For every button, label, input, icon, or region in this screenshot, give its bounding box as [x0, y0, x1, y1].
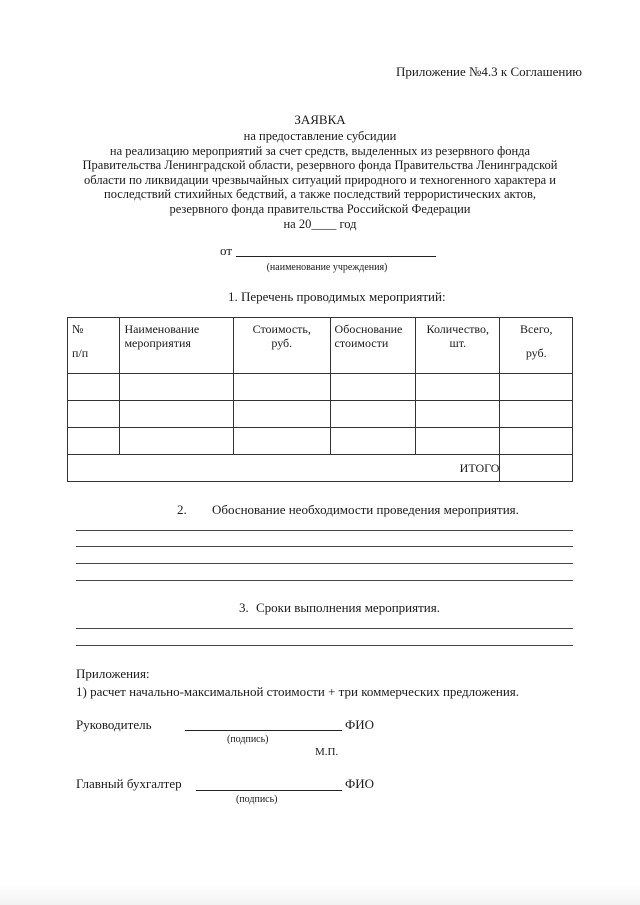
table-cell[interactable]	[416, 428, 500, 455]
section-1-heading: 1. Перечень проводимых мероприятий:	[228, 289, 446, 304]
subtitle-line: на реализацию мероприятий за счет средств, выделенных из резервного фонда	[109, 143, 531, 158]
subtitle-line: на предоставление субсидии	[243, 129, 397, 143]
table-cell[interactable]	[120, 401, 234, 428]
header-quantity-line1: Количество,	[426, 322, 490, 336]
header-cost-line2: руб.	[271, 336, 293, 350]
header-name-line1: Наименование	[124, 322, 200, 336]
accountant-signature-line[interactable]	[196, 790, 342, 791]
table-cell[interactable]	[68, 401, 120, 428]
header-justification	[330, 318, 416, 374]
accountant-label: Главный бухгалтер	[76, 776, 182, 791]
table-cell[interactable]	[330, 401, 416, 428]
header-number-line2: п/п	[72, 346, 89, 360]
table-cell[interactable]	[330, 428, 416, 455]
subtitle-line: на 20____ год	[283, 216, 357, 231]
table-cell[interactable]	[416, 374, 500, 401]
justification-line[interactable]	[76, 580, 573, 581]
subtitle-line: Правительства Ленинградской области, резервного фонда Правительства Ленинградской	[82, 158, 558, 173]
table-cell[interactable]	[500, 428, 573, 455]
scan-edge	[0, 885, 640, 905]
table-cell[interactable]	[233, 401, 330, 428]
table-cell[interactable]	[330, 374, 416, 401]
attachments-label: Приложения:	[76, 666, 150, 681]
appendix-reference: Приложение №4.3 к Соглашению	[396, 64, 582, 79]
table-cell[interactable]	[233, 428, 330, 455]
justification-line[interactable]	[76, 563, 573, 564]
table-total-row	[68, 455, 573, 482]
events-table	[67, 317, 573, 482]
table-cell[interactable]	[68, 374, 120, 401]
table-cell[interactable]	[500, 374, 573, 401]
subtitle-line: последствий стихийных бедствий, а также последствий террористических актов,	[104, 187, 536, 202]
document-title: ЗАЯВКА	[294, 112, 346, 127]
header-total-line2: руб.	[525, 346, 547, 360]
total-label: ИТОГО	[68, 455, 500, 482]
header-justification-line1: Обоснование	[334, 322, 403, 336]
head-label: Руководитель	[76, 717, 152, 732]
head-signature-line[interactable]	[185, 730, 342, 731]
header-number-line1: №	[72, 322, 84, 336]
table-cell[interactable]	[68, 428, 120, 455]
total-value-cell[interactable]	[500, 455, 573, 482]
header-total-line1: Всего,	[520, 322, 553, 336]
accountant-signature-hint: (подпись)	[236, 794, 278, 805]
table-cell[interactable]	[500, 401, 573, 428]
table-row	[68, 428, 573, 455]
table-cell[interactable]	[416, 401, 500, 428]
attachment-item: 1) расчет начально-максимальной стоимости + три коммерческих предложения.	[76, 684, 520, 699]
head-signature-hint: (подпись)	[227, 734, 269, 745]
section-3-heading: Сроки выполнения мероприятия.	[256, 600, 440, 615]
deadlines-line[interactable]	[76, 645, 573, 646]
header-quantity-line2: шт.	[449, 336, 467, 350]
table-cell[interactable]	[120, 428, 234, 455]
subtitle-line: области по ликвидации чрезвычайных ситуаций природного и техногенного характера и	[84, 172, 556, 187]
table-row	[68, 374, 573, 401]
head-fio: ФИО	[345, 717, 375, 732]
header-name-line2: мероприятия	[124, 336, 191, 350]
organization-name-hint: (наименование учреждения)	[266, 262, 388, 273]
header-justification-line2: стоимости	[334, 336, 389, 350]
section-2-number: 2.	[177, 502, 187, 517]
document-subtitle	[0, 129, 640, 231]
header-cost	[233, 318, 330, 374]
table-header-row	[68, 318, 573, 374]
justification-line[interactable]	[76, 530, 573, 531]
header-name	[120, 318, 234, 374]
from-label: от	[220, 243, 233, 258]
header-total	[500, 318, 573, 374]
subtitle-line: резервного фонда правительства Российской Федерации	[169, 201, 471, 216]
section-3-number: 3.	[239, 600, 249, 615]
header-cost-line1: Стоимость,	[252, 322, 311, 336]
accountant-fio: ФИО	[345, 776, 375, 791]
table-cell[interactable]	[120, 374, 234, 401]
header-number	[68, 318, 120, 374]
deadlines-line[interactable]	[76, 628, 573, 629]
stamp-place: М.П.	[315, 746, 339, 758]
justification-line[interactable]	[76, 546, 573, 547]
section-2-heading: Обоснование необходимости проведения мероприятия.	[212, 502, 519, 517]
organization-name-line[interactable]	[236, 256, 436, 257]
table-row	[68, 401, 573, 428]
table-cell[interactable]	[233, 374, 330, 401]
header-quantity	[416, 318, 500, 374]
